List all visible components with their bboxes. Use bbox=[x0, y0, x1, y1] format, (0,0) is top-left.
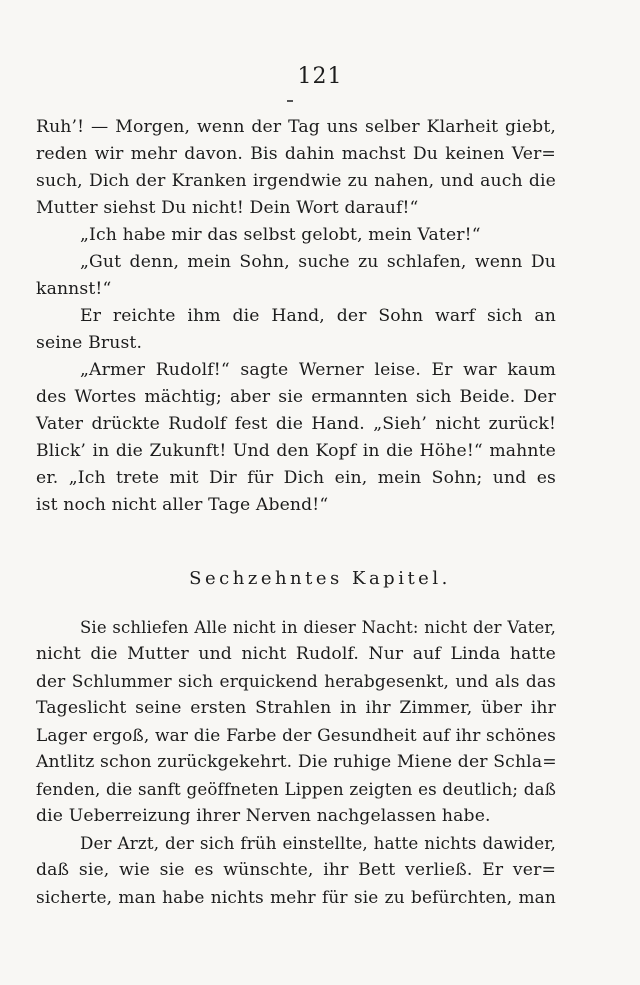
text-line: die Ueberreizung ihrer Nerven nachgelassen habe. bbox=[36, 806, 491, 826]
text-line: er. „Ich trete mit Dir für Dich ein, mein Sohn; und es bbox=[36, 468, 556, 488]
text-line: „Ich habe mir das selbst gelobt, mein Vater!“ bbox=[80, 225, 481, 245]
text-line: nicht die Mutter und nicht Rudolf. Nur auf Linda hatte bbox=[36, 644, 556, 664]
text-line: der Schlummer sich erquickend herabgesenkt, und als das bbox=[36, 671, 556, 691]
text-line: Blick’ in die Zukunft! Und den Kopf in die Höhe!“ mahnte bbox=[36, 441, 556, 461]
text-line: daß sie, wie sie es wünschte, ihr Bett verließ. Er ver= bbox=[36, 860, 556, 880]
text-line: Mutter siehst Du nicht! Dein Wort darauf!“ bbox=[36, 198, 419, 218]
text-line: „Gut denn, mein Sohn, suche zu schlafen, wenn Du bbox=[80, 252, 556, 272]
paragraph-block-dialogue bbox=[36, 114, 556, 519]
text-line: seine Brust. bbox=[36, 333, 143, 353]
text-line: kannst!“ bbox=[36, 279, 112, 299]
text-line: Sie schliefen Alle nicht in dieser Nacht: nicht der Vater, bbox=[80, 618, 556, 637]
text-line: Er reichte ihm die Hand, der Sohn warf sich an bbox=[80, 306, 556, 326]
text-line: sicherte, man habe nichts mehr für sie zu befürchten, man bbox=[36, 887, 556, 907]
text-line: des Wortes mächtig; aber sie ermannten sich Beide. Der bbox=[36, 387, 556, 407]
text-line: ist noch nicht aller Tage Abend!“ bbox=[36, 495, 329, 515]
text-line: Vater drückte Rudolf fest die Hand. „Sieh’ nicht zurück! bbox=[36, 414, 556, 434]
page-number: 121 bbox=[297, 64, 343, 89]
text-line: Ruh’! — Morgen, wenn der Tag uns selber Klarheit giebt, bbox=[36, 117, 556, 137]
text-line: such, Dich der Kranken irgendwie zu nahen, und auch die bbox=[36, 171, 556, 191]
text-line: reden wir mehr davon. Bis dahin machst Du keinen Ver= bbox=[36, 144, 556, 164]
chapter-heading: Sechzehntes Kapitel. bbox=[189, 568, 451, 589]
text-line: fenden, die sanft geöffneten Lippen zeigten es deutlich; daß bbox=[36, 779, 556, 799]
text-line: Tageslicht seine ersten Strahlen in ihr Zimmer, über ihr bbox=[36, 698, 556, 718]
text-line: Der Arzt, der sich früh einstellte, hatte nichts dawider, bbox=[80, 833, 556, 853]
text-line: „Armer Rudolf!“ sagte Werner leise. Er war kaum bbox=[80, 360, 556, 380]
paragraph-block-chapter bbox=[36, 614, 556, 911]
text-line: Antlitz schon zurückgekehrt. Die ruhige Miene der Schla= bbox=[36, 752, 557, 772]
page-number-ornament bbox=[287, 100, 293, 102]
text-line: Lager ergoß, war die Farbe der Gesundheit auf ihr schönes bbox=[36, 725, 556, 745]
